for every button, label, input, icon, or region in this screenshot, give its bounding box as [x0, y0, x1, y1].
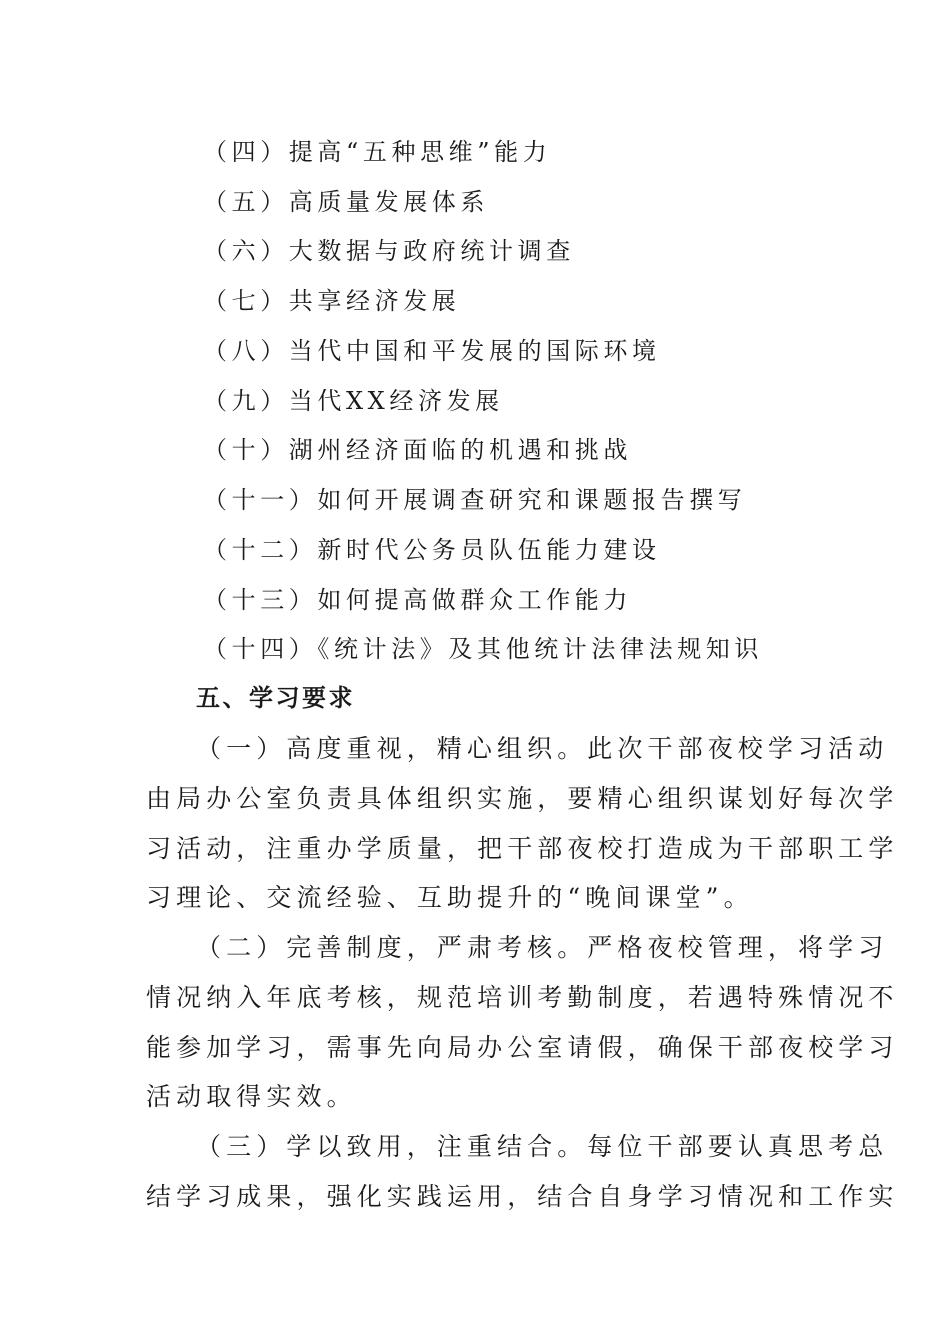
list-item-5: （五）高质量发展体系 — [203, 188, 489, 216]
paragraph-line: 活动取得实效。 — [146, 1082, 357, 1111]
list-item-11: （十一）如何开展调查研究和课题报告撰写 — [203, 486, 747, 514]
paragraph-line: 习理论、交流经验、互助提升的“晚间课堂”。 — [146, 883, 754, 912]
paragraph-line: 情况纳入年底考核，规范培训考勤制度，若遇特殊情况不 — [146, 983, 899, 1012]
list-item-4: （四）提高“五种思维”能力 — [203, 138, 552, 166]
section-heading: 五、学习要求 — [196, 684, 355, 712]
list-item-9: （九）当代XX经济发展 — [203, 387, 504, 415]
list-item-10: （十）湖州经济面临的机遇和挑战 — [203, 436, 632, 464]
paragraph-line: 结学习成果，强化实践运用，结合自身学习情况和工作实 — [146, 1182, 899, 1211]
paragraph-line: 由局办公室负责具体组织实施，要精心组织谋划好每次学 — [146, 784, 899, 813]
list-item-8: （八）当代中国和平发展的国际环境 — [203, 337, 661, 365]
paragraph-line: （一）高度重视，精心组织。此次干部夜校学习活动 — [196, 734, 889, 763]
paragraph-line: （三）学以致用，注重结合。每位干部要认真思考总 — [196, 1132, 889, 1161]
list-item-12: （十二）新时代公务员队伍能力建设 — [203, 536, 661, 564]
list-item-7: （七）共享经济发展 — [203, 287, 461, 315]
list-item-13: （十三）如何提高做群众工作能力 — [203, 586, 632, 614]
paragraph-line: 习活动，注重办学质量，把干部夜校打造成为干部职工学 — [146, 834, 899, 863]
list-item-6: （六）大数据与政府统计调查 — [203, 237, 575, 265]
paragraph-line: （二）完善制度，严肃考核。严格夜校管理，将学习 — [196, 933, 889, 962]
list-item-14: （十四）《统计法》及其他统计法律法规知识 — [203, 635, 763, 663]
paragraph-line: 能参加学习，需事先向局办公室请假，确保干部夜校学习 — [146, 1033, 899, 1062]
